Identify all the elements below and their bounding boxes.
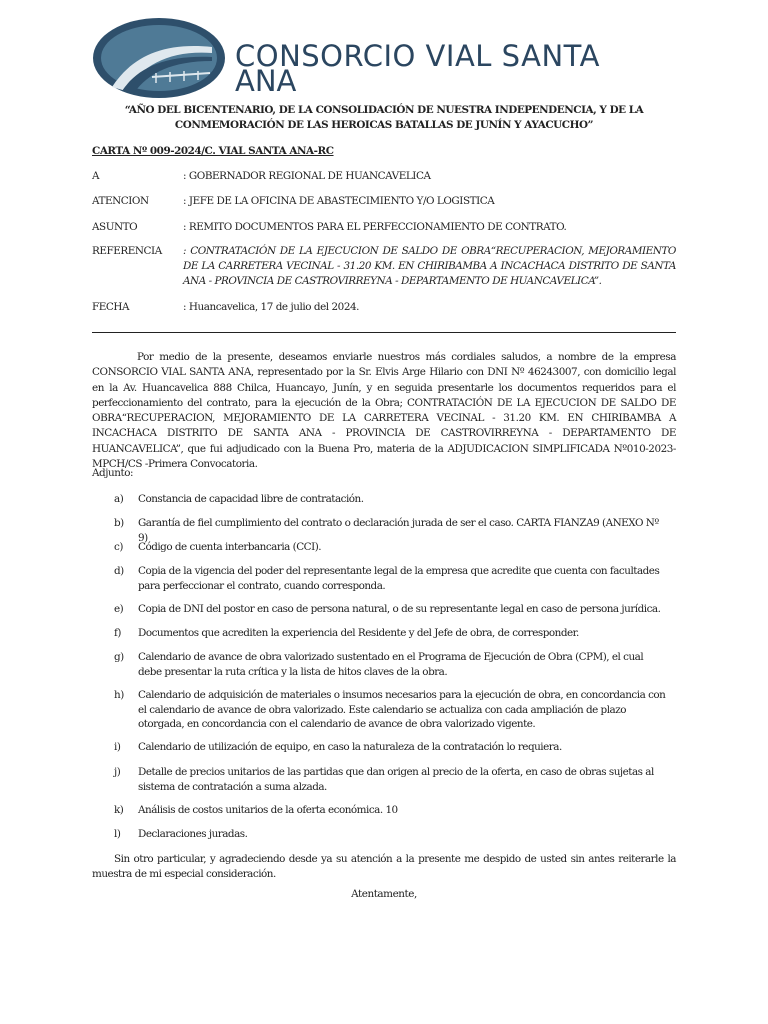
company-logo: [92, 17, 226, 99]
list-text: Código de cuenta interbancaria (CCI).: [138, 541, 322, 553]
field-value: : GOBERNADOR REGIONAL DE HUANCAVELICA: [183, 170, 431, 182]
field-label: ASUNTO: [92, 221, 138, 233]
list-marker: k): [114, 804, 124, 816]
signoff: Atentamente,: [351, 888, 417, 900]
field-label: REFERENCIA: [92, 245, 162, 257]
list-marker: l): [114, 828, 121, 840]
field-value: : CONTRATACIÓN DE LA EJECUCION DE SALDO DE OBRA“RECUPERACION, MEJORAMIENTO DE LA CARRETERA VECINAL - 31.20 KM. EN CHIRIBAMBA A INCACHACA DISTRITO DE SANTA ANA - PROVINCIA DE CASTROVIRREYNA - DEPARTAMENTO DE HUANCAVELICA”.: [183, 245, 676, 287]
field-label: ATENCION: [92, 195, 149, 207]
attachments-label: Adjunto:: [92, 467, 134, 479]
list-text: Declaraciones juradas.: [138, 828, 248, 840]
intro-paragraph: Por medio de la presente, deseamos enviarle nuestros más cordiales saludos, a nombre de la empresa CONSORCIO VIAL SANTA ANA, representado por la Sr. Elvis Arge Hilario con DNI Nº 46243007, con domicilio legal en la Av. Huancavelica 888 Chilca, Huancayo, Junín, y en seguida presentarle los documentos requeridos para el perfeccionamiento del contrato, para la ejecución de la Obra; CONTRATACIÓN DE LA EJECUCION DE SALDO DE OBRA“RECUPERACION, MEJORAMIENTO DE LA CARRETERA VECINAL - 31.20 KM. EN CHIRIBAMBA A INCACHACA DISTRITO DE SANTA ANA - PROVINCIA DE CASTROVIRREYNA - DEPARTAMENTO DE HUANCAVELICA”, que fui adjudicado con la Buena Pro, materia de la ADJUDICACION SIMPLIFICADA Nº010-2023-MPCH/CS -Primera Convocatoria.: [92, 351, 676, 471]
list-text: Documentos que acrediten la experiencia del Residente y del Jefe de obra, de corresponder.: [138, 627, 579, 639]
field-value: : JEFE DE LA OFICINA DE ABASTECIMIENTO Y/O LOGISTICA: [183, 195, 495, 207]
header-divider: [92, 332, 676, 333]
field-label: A: [92, 170, 100, 182]
list-text: Calendario de utilización de equipo, en caso la naturaleza de la contratación lo requiera.: [138, 741, 562, 753]
list-text: Detalle de precios unitarios de las partidas que dan origen al precio de la oferta, en caso de obras sujetas al sistema de contratación a suma alzada.: [138, 766, 654, 793]
closing-paragraph: Sin otro particular, y agradeciendo desde ya su atención a la presente me despido de usted sin antes reiterarle la muestra de mi especial consideración.: [92, 853, 676, 880]
company-name: CONSORCIO VIAL SANTA: [235, 39, 600, 73]
list-text: Calendario de avance de obra valorizado sustentado en el Programa de Ejecución de Obra (CPM), el cual debe presentar la ruta crítica y la lista de hitos claves de la obra.: [138, 651, 644, 678]
list-text: Copia de la vigencia del poder del representante legal de la empresa que acredite que cuenta con facultades para perfeccionar el contrato, cuando corresponda.: [138, 565, 660, 592]
company-name-overflow: ANA: [235, 64, 297, 98]
list-text: Copia de DNI del postor en caso de persona natural, o de su representante legal en caso de persona jurídica.: [138, 603, 661, 615]
list-marker: j): [114, 766, 121, 778]
list-text: Calendario de adquisición de materiales o insumos necesarios para la ejecución de obra, en concordancia con el calendario de avance de obra valorizado. Este calendario se actualiza con cada ampliación de plazo otorgada, en concordancia con el calendario de avance de obra valorizado vigente.: [138, 689, 666, 730]
list-marker: e): [114, 603, 124, 615]
list-marker: i): [114, 741, 121, 753]
list-marker: g): [114, 651, 124, 663]
list-marker: b): [114, 517, 124, 529]
field-label: FECHA: [92, 301, 130, 313]
list-marker: a): [114, 493, 124, 505]
letter-number: CARTA Nº 009-2024/C. VIAL SANTA ANA-RC: [92, 145, 334, 157]
year-motto: “AÑO DEL BICENTENARIO, DE LA CONSOLIDACIÓN DE NUESTRA INDEPENDENCIA, Y DE LA CONMEMORACIÓN DE LAS HEROICAS BATALLAS DE JUNÍN Y AYACUCHO”: [124, 104, 644, 131]
list-marker: f): [114, 627, 121, 639]
list-marker: h): [114, 689, 124, 701]
list-marker: d): [114, 565, 124, 577]
list-marker: c): [114, 541, 123, 553]
field-value: : Huancavelica, 17 de julio del 2024.: [183, 301, 360, 313]
field-value: : REMITO DOCUMENTOS PARA EL PERFECCIONAMIENTO DE CONTRATO.: [183, 221, 567, 233]
list-text: Garantía de fiel cumplimiento del contrato o declaración jurada de ser el caso. CARTA FIANZA9 (ANEXO Nº 9): [138, 517, 659, 544]
list-text: Análisis de costos unitarios de la oferta económica. 10: [138, 804, 398, 816]
list-text: Constancia de capacidad libre de contratación.: [138, 493, 364, 505]
